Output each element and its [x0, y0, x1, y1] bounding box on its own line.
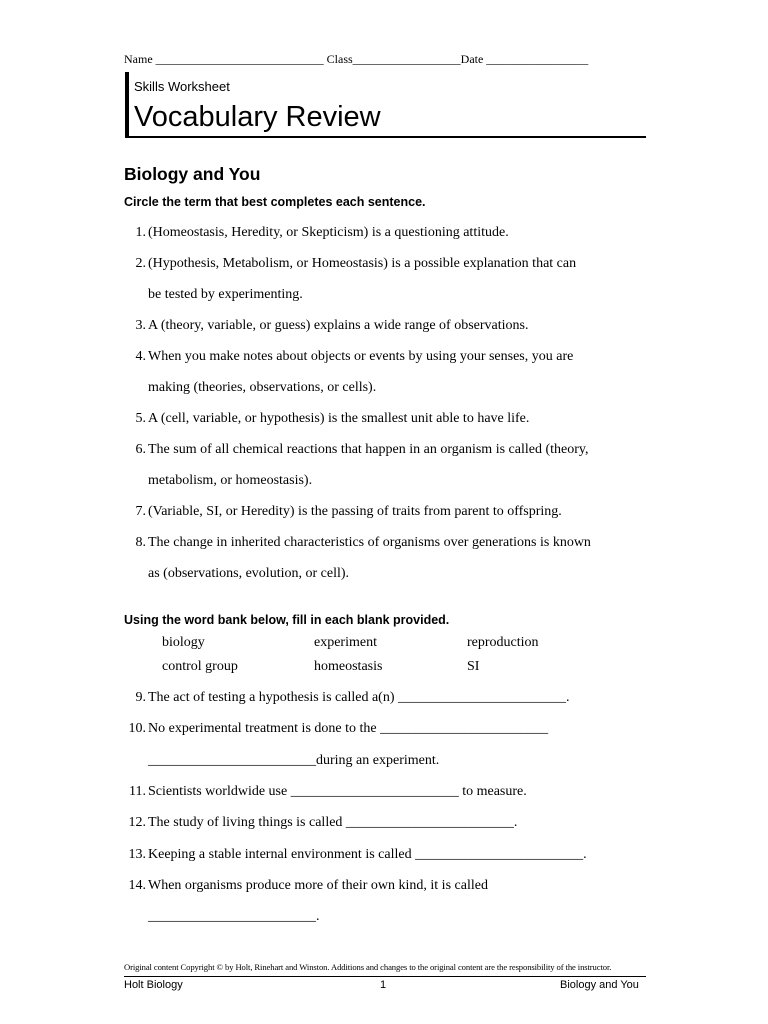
question-text: The study of living things is called ________________________. [148, 815, 518, 831]
question-text: ________________________. [148, 909, 320, 925]
question-number: 3. [135, 318, 146, 333]
word-bank-term: reproduction [467, 635, 539, 650]
question-number: 8. [135, 535, 146, 550]
question-text: Scientists worldwide use ________________________ to measure. [148, 783, 527, 799]
question-number: 14. [128, 877, 146, 893]
question-text: Keeping a stable internal environment is called ________________________. [148, 846, 587, 862]
question-text: be tested by experimenting. [148, 287, 303, 302]
footer-rule [124, 976, 646, 977]
question-text: The sum of all chemical reactions that happen in an organism is called (theory, [148, 442, 589, 457]
part2-instruction: Using the word bank below, fill in each blank provided. [124, 613, 450, 627]
footer-left: Holt Biology [124, 979, 183, 991]
question-text: (Homeostasis, Heredity, or Skepticism) is a questioning attitude. [148, 225, 509, 240]
part1-instruction: Circle the term that best completes each sentence. [124, 195, 426, 209]
question-text: making (theories, observations, or cells). [148, 380, 377, 395]
question-text: When you make notes about objects or events by using your senses, you are [148, 349, 574, 364]
question-number: 5. [135, 411, 146, 426]
question-number: 7. [135, 504, 146, 519]
question-number: 4. [135, 349, 146, 364]
question-number: 6. [135, 442, 146, 457]
header-bar [125, 72, 129, 136]
page-title: Vocabulary Review [134, 101, 381, 133]
question-text: No experimental treatment is done to the ________________________ [148, 721, 549, 737]
question-number: 10. [128, 721, 146, 737]
copyright-notice: Original content Copyright © by Holt, Rinehart and Winston. Additions and changes to the original content are the responsibility of the instructor. [124, 962, 612, 972]
word-bank-term: control group [162, 659, 238, 674]
question-number: 9. [135, 690, 146, 705]
question-text: The change in inherited characteristics of organisms over generations is known [148, 535, 591, 550]
question-text: A (theory, variable, or guess) explains a wide range of observations. [148, 318, 529, 333]
question-text: (Variable, SI, or Heredity) is the passing of traits from parent to offspring. [148, 504, 562, 519]
section-title: Biology and You [124, 164, 261, 184]
question-number: 2. [135, 256, 146, 271]
question-number: 1. [135, 225, 146, 240]
worksheet-type: Skills Worksheet [134, 79, 230, 94]
question-number: 13. [128, 846, 146, 862]
question-text: (Hypothesis, Metabolism, or Homeostasis) is a possible explanation that can [148, 256, 577, 271]
word-bank-term: homeostasis [314, 659, 383, 674]
header-rule [125, 136, 646, 138]
page-number: 1 [380, 979, 387, 991]
question-text: metabolism, or homeostasis). [148, 473, 313, 488]
word-bank-term: SI [467, 659, 480, 674]
question-text: as (observations, evolution, or cell). [148, 566, 350, 581]
footer-right: Biology and You [560, 979, 639, 991]
question-text: When organisms produce more of their own kind, it is called [148, 877, 488, 893]
question-number: 12. [128, 815, 146, 831]
word-bank-term: biology [162, 635, 205, 650]
question-text: The act of testing a hypothesis is called a(n) ________________________. [148, 690, 570, 705]
name-class-date-line: Name ____________________________ Class__________________Date _________________ [124, 52, 589, 66]
word-bank-term: experiment [314, 635, 377, 650]
question-text: A (cell, variable, or hypothesis) is the smallest unit able to have life. [148, 411, 530, 426]
question-number: 11. [129, 783, 146, 799]
question-text: ________________________during an experiment. [148, 752, 440, 768]
